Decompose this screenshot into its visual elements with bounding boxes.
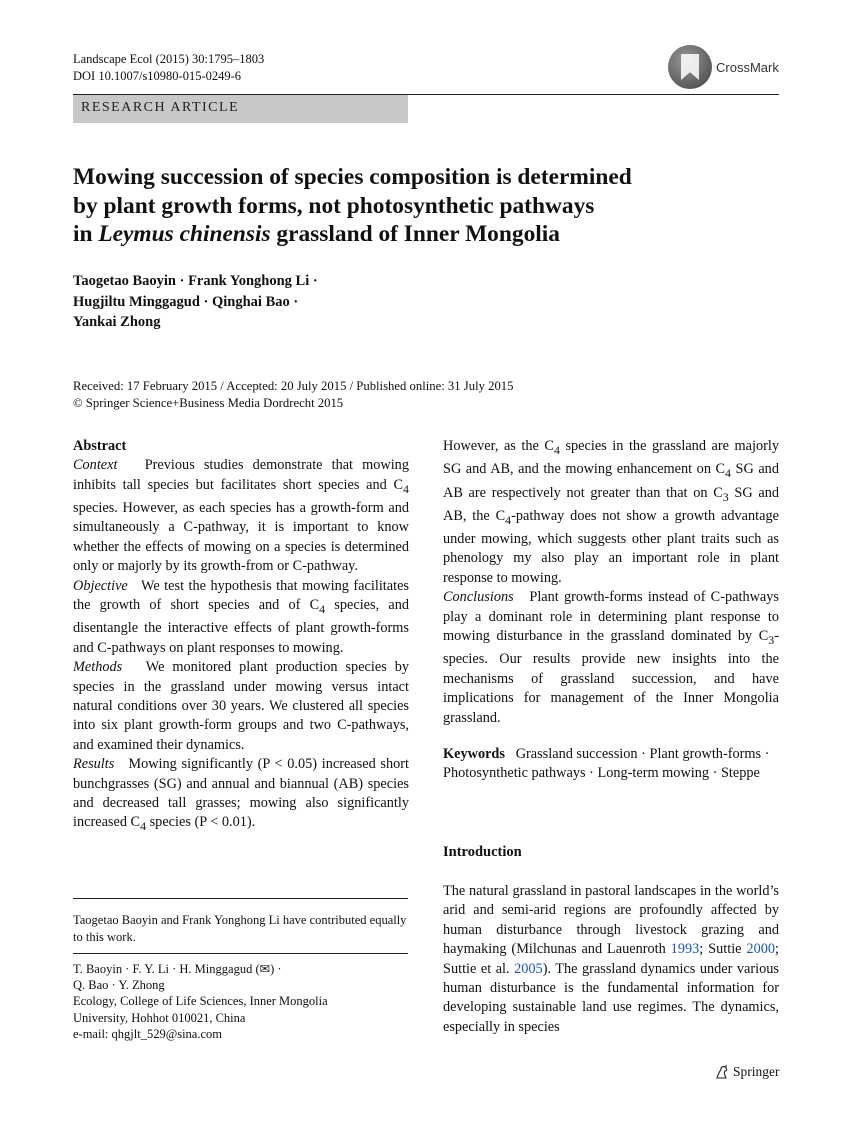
introduction-body: The natural grassland in pastoral landscapes in the world’s arid and semi-arid regions are profoundly affected by human disturbance through livestock grazing and haymaking (Milchunas and Lauenroth 1993; Suttie 2000; Suttie et al. 2005). The grassland dynamics under various human disturbance is the fundamental information for developing sustainable land use regimes. The dynamics, especially in species (443, 883, 779, 1035)
authors-line-2: Hugjiltu Minggagud · Qinghai Bao · (73, 293, 299, 310)
keywords: Keywords Grassland succession · Plant growth-forms · Photosynthetic pathways · Long-term mowing · Steppe (443, 745, 770, 782)
abstract-conclusions: Conclusions Plant growth-forms instead of C-pathways play a dominant role in determining plant response to mowing disturbance in the grassland dominated by $C_3$-species. Our results provide new insights into the mechanisms of grassland succession, and have implications for management of the Inner Mongolia grassland. (443, 589, 779, 726)
title-line-2: by plant growth forms, not photosynthetic pathways (73, 192, 595, 219)
abstract-context: Context Previous studies demonstrate that mowing inhibits tall species but facilitates short species and $C_4$ species. However, as each species has a growth-form and simultaneously a C-pathway, it is important to know whether the effects of mowing on a species is determined only or majorly by its growth-from or C-pathway. (73, 457, 409, 575)
copyright-line: © Springer Science+Business Media Dordrecht 2015 (73, 396, 344, 410)
affil-line-4: University, Hohhot 010021, China (73, 1010, 246, 1025)
abstract-heading: Abstract (73, 438, 127, 454)
dates-line: Received: 17 February 2015 / Accepted: 20 July 2015 / Published online: 31 July 2015 (73, 379, 514, 393)
publication-dates (73, 378, 779, 412)
crossmark-badge[interactable] (668, 44, 780, 90)
equal-contribution-note: Taogetao Baoyin and Frank Yonghong Li have contributed equally to this work. (73, 913, 407, 944)
abstract-methods: Methods We monitored plant production species by species in the grassland under mowing versus intact natural conditions over 30 years. We clustered all species into six plant growth-form groups and two C-pathways, and examined their dynamics. (73, 659, 409, 753)
crossmark-icon (668, 45, 712, 89)
article-type-label: RESEARCH ARTICLE (81, 100, 240, 115)
footnote-rule (73, 898, 408, 899)
publisher-label: Springer (733, 1064, 780, 1079)
abstract-right-column (443, 437, 779, 784)
affil-line-3: Ecology, College of Life Sciences, Inner Mongolia (73, 994, 328, 1009)
authors-line-3: Yankai Zhong (73, 314, 161, 330)
introduction-heading: Introduction (443, 844, 522, 860)
abstract-left-column (73, 437, 409, 837)
affil-line-1: T. Baoyin · F. Y. Li · H. Minggagud (✉) · (73, 962, 282, 976)
springer-logo (714, 1064, 780, 1080)
abstract-results: Results Mowing significantly (P < 0.05) increased short bunchgrasses (SG) and annual and biannual (AB) species and decreased tall grasses; mowing also significantly increased $C_4$ species (P < 0.01). (73, 756, 409, 834)
article-title (73, 163, 773, 249)
journal-volume: Landscape Ecol (2015) 30:1795–1803 (73, 52, 265, 66)
article-type-banner (73, 95, 408, 123)
ref-link-2000[interactable]: 2000 (746, 941, 776, 958)
author-list (73, 271, 593, 333)
journal-citation (73, 51, 264, 85)
doi[interactable]: DOI 10.1007/s10980-015-0249-6 (73, 69, 242, 83)
affil-line-2: Q. Bao · Y. Zhong (73, 978, 165, 993)
ref-link-2005[interactable]: 2005 (514, 960, 543, 977)
affiliation-rule (73, 953, 408, 954)
ref-link-1993[interactable]: 1993 (670, 941, 700, 958)
authors-line-1: Taogetao Baoyin · Frank Yonghong Li · (73, 273, 318, 289)
abstract-objective: Objective We test the hypothesis that mowing facilitates the growth of short species and of $C_4$ species, and disentangle the interactive effects of plant growth-forms and C-pathways on plant responses to mowing. (73, 577, 409, 656)
springer-horse-icon (714, 1064, 730, 1080)
crossmark-label: CrossMark (716, 59, 779, 75)
abstract-results-cont: However, as the $C_4$ species in the grassland are majorly SG and AB, and the mowing enhancement on $C_4$ SG and AB are respectively not greater than that on $C_3$ SG and AB, the $C_4$-pathway does not show a growth advantage under mowing, which suggests other plant traits such as phenology my also play an important role in plant response to mowing. (443, 438, 780, 586)
title-line-1: Mowing succession of species composition is determined (73, 164, 632, 190)
title-line-3: in Leymus chinensis grassland of Inner Mongolia (73, 221, 560, 247)
email-link[interactable]: e-mail: qhgjlt_529@sina.com (73, 1026, 222, 1041)
affiliation-block (73, 961, 408, 1042)
